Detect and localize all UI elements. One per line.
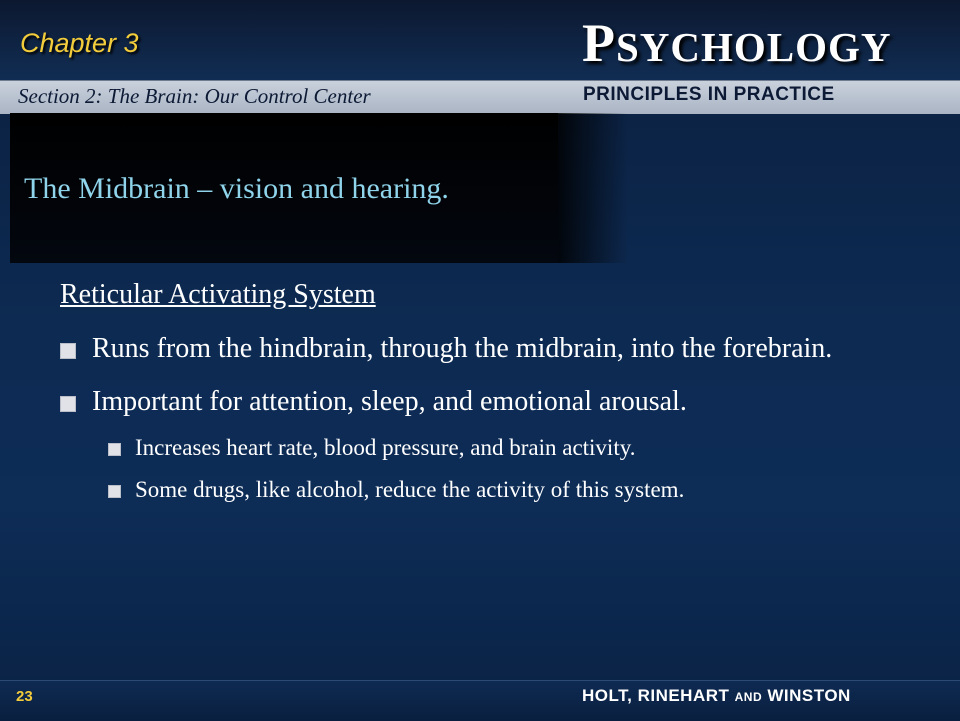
publisher-name: [582, 686, 851, 706]
publisher-part-a: HOLT, RINEHART: [582, 686, 730, 705]
slide-heading: Reticular Activating System: [60, 279, 376, 310]
square-bullet-icon: [108, 485, 121, 498]
page-number: 23: [16, 688, 33, 705]
bullet-item: [60, 383, 920, 421]
bullet-text: Runs from the hindbrain, through the midbrain, into the forebrain.: [92, 333, 833, 364]
publisher-and: AND: [734, 690, 763, 704]
square-bullet-icon: [60, 343, 76, 359]
bullet-text: Important for attention, sleep, and emotional arousal.: [92, 386, 687, 417]
bullet-list: [60, 330, 920, 516]
chapter-label: Chapter 3: [20, 28, 139, 58]
logo-subtitle: PRINCIPLES IN PRACTICE: [583, 84, 835, 105]
title-box-fade: [558, 113, 628, 263]
logo-rest: SYCHOLOGY: [616, 24, 892, 70]
sub-bullet-text: Some drugs, like alcohol, reduce the activity of this system.: [135, 477, 685, 502]
bullet-item: [60, 330, 920, 368]
psychology-logo: [582, 12, 952, 74]
publisher-part-b: WINSTON: [767, 686, 851, 705]
section-label: Section 2: The Brain: Our Control Center: [18, 84, 371, 108]
square-bullet-icon: [108, 443, 121, 456]
slide-title: The Midbrain – vision and hearing.: [24, 172, 449, 205]
sub-bullet-item: [108, 432, 920, 464]
sub-bullet-item: [108, 474, 920, 506]
logo-first-letter: P: [582, 13, 616, 73]
sub-bullet-list: [108, 432, 920, 506]
sub-bullet-text: Increases heart rate, blood pressure, and brain activity.: [135, 435, 636, 460]
square-bullet-icon: [60, 396, 76, 412]
